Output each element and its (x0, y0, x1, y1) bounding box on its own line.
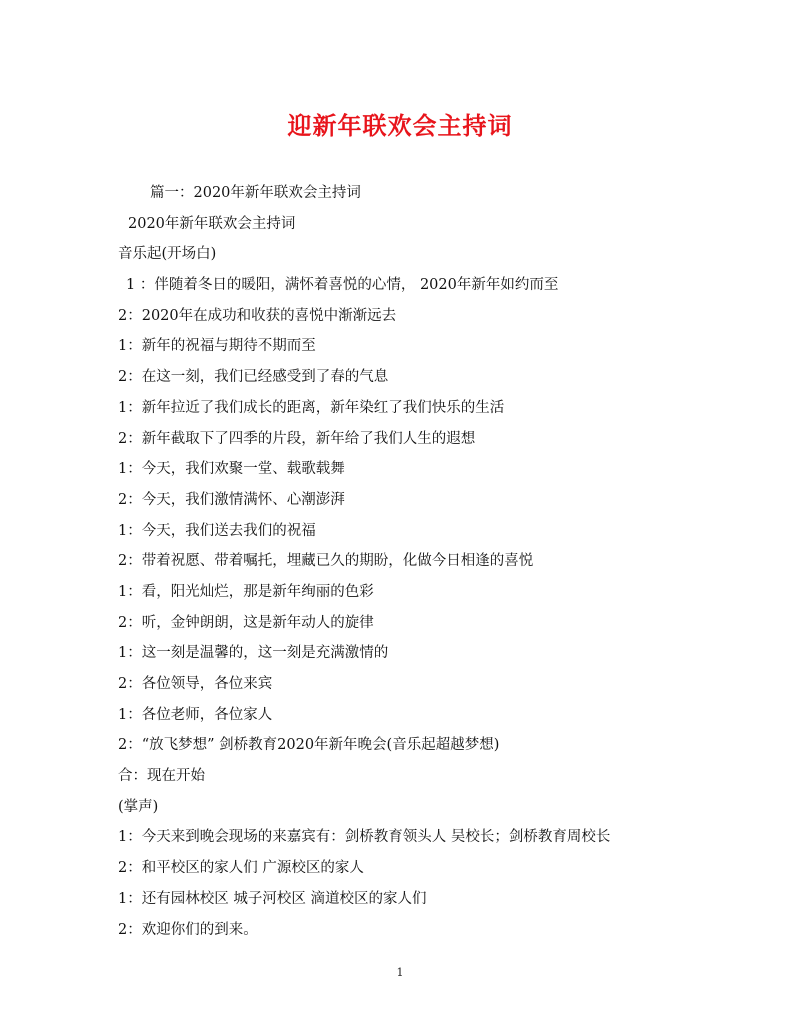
document-title: 迎新年联欢会主持词 (287, 111, 513, 140)
text-line: 2：和平校区的家人们 广源校区的家人 (118, 860, 364, 877)
text-line: 2：今天，我们激情满怀、心潮澎湃 (118, 491, 345, 508)
text-line: 1：新年拉近了我们成长的距离，新年染红了我们快乐的生活 (118, 399, 505, 416)
text-line: 2：各位领导，各位来宾 (118, 676, 273, 692)
text-line: 1：今天来到晚会现场的来嘉宾有：剑桥教育领头人 吴校长；剑桥教育周校长 (118, 829, 611, 846)
text-line: 2：“放飞梦想” 剑桥教育2020年新年晚会(音乐起超越梦想) (118, 737, 500, 754)
text-line: 音乐起(开场白) (118, 246, 217, 263)
text-line: 1：还有园林校区 城子河校区 滴道校区的家人们 (118, 890, 427, 907)
document-body (118, 178, 718, 945)
text-line: 1：各位老师，各位家人 (118, 706, 273, 723)
text-line: 1：今天，我们欢聚一堂、载歌载舞 (118, 461, 345, 478)
text-line: 2：听，金钟朗朗，这是新年动人的旋律 (118, 614, 374, 631)
page-number: 1 (396, 966, 404, 979)
subtitle-line: 2020年新年联欢会主持词 (128, 215, 296, 232)
text-line: 1：看，阳光灿烂，那是新年绚丽的色彩 (118, 583, 374, 600)
text-line: 1：这一刻是温馨的，这一刻是充满激情的 (118, 645, 389, 662)
text-line: 1 ：伴随着冬日的暖阳，满怀着喜悦的心情， 2020年新年如约而至 (126, 277, 559, 294)
text-line: 2：欢迎你们的到来。 (118, 921, 258, 938)
section-heading: 篇一：2020年新年联欢会主持词 (150, 185, 361, 201)
text-line: 2：带着祝愿、带着嘱托，埋藏已久的期盼，化做今日相逢的喜悦 (118, 553, 534, 570)
text-line: 1：今天，我们送去我们的祝福 (118, 522, 316, 539)
text-line: 合：现在开始 (118, 768, 205, 785)
text-line: 2：2020年在成功和收获的喜悦中渐渐远去 (118, 307, 397, 324)
text-line: 2：新年截取下了四季的片段，新年给了我们人生的遐想 (118, 430, 476, 447)
text-line: (掌声) (118, 798, 159, 815)
text-line: 2：在这一刻，我们已经感受到了春的气息 (118, 369, 389, 386)
text-line: 1：新年的祝福与期待不期而至 (118, 338, 316, 355)
